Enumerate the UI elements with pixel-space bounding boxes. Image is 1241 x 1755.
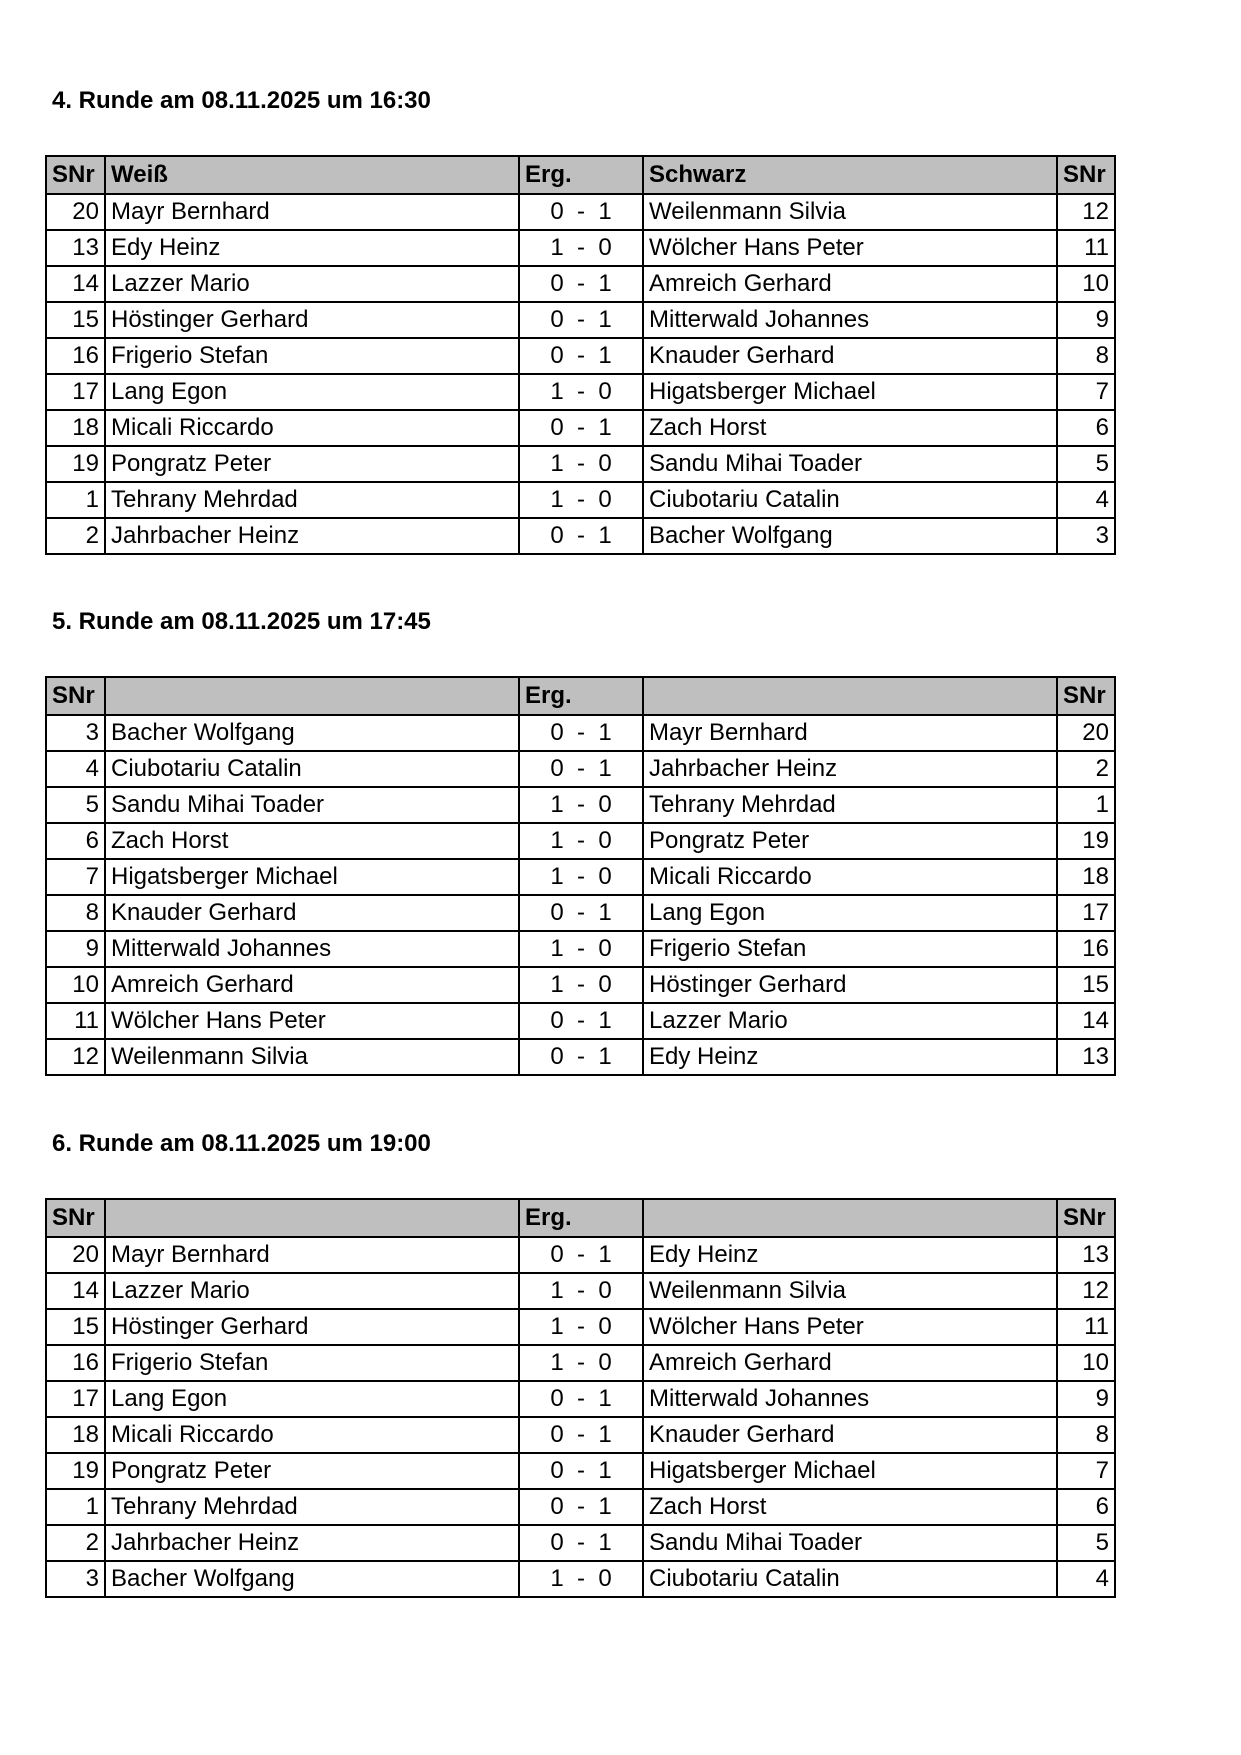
table-row <box>46 1345 1115 1381</box>
result-cell: 0 - 1 <box>519 1003 643 1039</box>
table-row <box>46 751 1115 787</box>
snr-white-cell: 17 <box>46 374 105 410</box>
result-cell: 0 - 1 <box>519 266 643 302</box>
black-player-cell: Zach Horst <box>643 1489 1057 1525</box>
table-row <box>46 410 1115 446</box>
table-row <box>46 1525 1115 1561</box>
table-row <box>46 823 1115 859</box>
snr-black-cell: 7 <box>1057 1453 1115 1489</box>
black-player-cell: Micali Riccardo <box>643 859 1057 895</box>
snr-black-cell: 20 <box>1057 715 1115 751</box>
white-player-cell: Sandu Mihai Toader <box>105 787 519 823</box>
black-player-cell: Ciubotariu Catalin <box>643 482 1057 518</box>
snr-black-cell: 11 <box>1057 1309 1115 1345</box>
table-row <box>46 338 1115 374</box>
snr-white-cell: 18 <box>46 410 105 446</box>
table-row <box>46 967 1115 1003</box>
result-cell: 0 - 1 <box>519 1381 643 1417</box>
black-player-cell: Pongratz Peter <box>643 823 1057 859</box>
snr-white-cell: 20 <box>46 1237 105 1273</box>
table-row <box>46 1237 1115 1273</box>
result-cell: 1 - 0 <box>519 482 643 518</box>
header-white <box>105 1199 519 1237</box>
snr-black-cell: 13 <box>1057 1039 1115 1075</box>
table-row <box>46 1561 1115 1597</box>
result-cell: 1 - 0 <box>519 230 643 266</box>
white-player-cell: Lazzer Mario <box>105 266 519 302</box>
table-row <box>46 715 1115 751</box>
header-black <box>643 677 1057 715</box>
result-cell: 0 - 1 <box>519 1489 643 1525</box>
result-cell: 0 - 1 <box>519 518 643 554</box>
snr-black-cell: 1 <box>1057 787 1115 823</box>
header-black: Schwarz <box>643 156 1057 194</box>
white-player-cell: Lazzer Mario <box>105 1273 519 1309</box>
snr-black-cell: 3 <box>1057 518 1115 554</box>
snr-white-cell: 9 <box>46 931 105 967</box>
black-player-cell: Mitterwald Johannes <box>643 1381 1057 1417</box>
black-player-cell: Mitterwald Johannes <box>643 302 1057 338</box>
snr-black-cell: 10 <box>1057 266 1115 302</box>
white-player-cell: Tehrany Mehrdad <box>105 482 519 518</box>
white-player-cell: Edy Heinz <box>105 230 519 266</box>
header-snr-white: SNr <box>46 677 105 715</box>
header-white <box>105 677 519 715</box>
table-row <box>46 1489 1115 1525</box>
snr-black-cell: 12 <box>1057 194 1115 230</box>
table-row <box>46 859 1115 895</box>
white-player-cell: Bacher Wolfgang <box>105 1561 519 1597</box>
table-row <box>46 1417 1115 1453</box>
table-header-row <box>46 1199 1115 1237</box>
snr-white-cell: 15 <box>46 1309 105 1345</box>
white-player-cell: Höstinger Gerhard <box>105 1309 519 1345</box>
black-player-cell: Weilenmann Silvia <box>643 194 1057 230</box>
white-player-cell: Micali Riccardo <box>105 1417 519 1453</box>
table-row <box>46 302 1115 338</box>
snr-white-cell: 10 <box>46 967 105 1003</box>
snr-black-cell: 13 <box>1057 1237 1115 1273</box>
round-pairings-table <box>45 676 1116 1076</box>
result-cell: 0 - 1 <box>519 1525 643 1561</box>
black-player-cell: Lazzer Mario <box>643 1003 1057 1039</box>
snr-black-cell: 11 <box>1057 230 1115 266</box>
white-player-cell: Zach Horst <box>105 823 519 859</box>
result-cell: 1 - 0 <box>519 967 643 1003</box>
black-player-cell: Frigerio Stefan <box>643 931 1057 967</box>
header-black <box>643 1199 1057 1237</box>
snr-white-cell: 11 <box>46 1003 105 1039</box>
snr-black-cell: 9 <box>1057 1381 1115 1417</box>
round-title: 5. Runde am 08.11.2025 um 17:45 <box>52 608 431 635</box>
header-result: Erg. <box>519 677 643 715</box>
round-title: 4. Runde am 08.11.2025 um 16:30 <box>52 87 431 114</box>
round-pairings-table <box>45 1198 1116 1598</box>
result-cell: 1 - 0 <box>519 823 643 859</box>
table-header-row <box>46 677 1115 715</box>
white-player-cell: Pongratz Peter <box>105 446 519 482</box>
black-player-cell: Höstinger Gerhard <box>643 967 1057 1003</box>
white-player-cell: Mayr Bernhard <box>105 194 519 230</box>
snr-white-cell: 6 <box>46 823 105 859</box>
snr-white-cell: 18 <box>46 1417 105 1453</box>
snr-black-cell: 9 <box>1057 302 1115 338</box>
snr-black-cell: 7 <box>1057 374 1115 410</box>
snr-black-cell: 4 <box>1057 1561 1115 1597</box>
table-row <box>46 1273 1115 1309</box>
snr-black-cell: 15 <box>1057 967 1115 1003</box>
snr-white-cell: 5 <box>46 787 105 823</box>
snr-black-cell: 8 <box>1057 338 1115 374</box>
snr-white-cell: 20 <box>46 194 105 230</box>
black-player-cell: Jahrbacher Heinz <box>643 751 1057 787</box>
white-player-cell: Höstinger Gerhard <box>105 302 519 338</box>
white-player-cell: Wölcher Hans Peter <box>105 1003 519 1039</box>
white-player-cell: Higatsberger Michael <box>105 859 519 895</box>
table-row <box>46 266 1115 302</box>
header-white: Weiß <box>105 156 519 194</box>
snr-white-cell: 12 <box>46 1039 105 1075</box>
result-cell: 0 - 1 <box>519 895 643 931</box>
table-row <box>46 1453 1115 1489</box>
result-cell: 0 - 1 <box>519 1039 643 1075</box>
snr-black-cell: 5 <box>1057 1525 1115 1561</box>
snr-white-cell: 2 <box>46 518 105 554</box>
table-row <box>46 1309 1115 1345</box>
table-row <box>46 482 1115 518</box>
white-player-cell: Lang Egon <box>105 374 519 410</box>
snr-black-cell: 8 <box>1057 1417 1115 1453</box>
header-result: Erg. <box>519 156 643 194</box>
header-result: Erg. <box>519 1199 643 1237</box>
white-player-cell: Mayr Bernhard <box>105 1237 519 1273</box>
white-player-cell: Micali Riccardo <box>105 410 519 446</box>
white-player-cell: Pongratz Peter <box>105 1453 519 1489</box>
black-player-cell: Mayr Bernhard <box>643 715 1057 751</box>
round-title: 6. Runde am 08.11.2025 um 19:00 <box>52 1130 431 1157</box>
table-row <box>46 1003 1115 1039</box>
snr-white-cell: 2 <box>46 1525 105 1561</box>
result-cell: 1 - 0 <box>519 859 643 895</box>
snr-white-cell: 15 <box>46 302 105 338</box>
black-player-cell: Wölcher Hans Peter <box>643 230 1057 266</box>
white-player-cell: Knauder Gerhard <box>105 895 519 931</box>
black-player-cell: Edy Heinz <box>643 1039 1057 1075</box>
snr-white-cell: 19 <box>46 1453 105 1489</box>
result-cell: 1 - 0 <box>519 1309 643 1345</box>
snr-white-cell: 14 <box>46 266 105 302</box>
snr-black-cell: 4 <box>1057 482 1115 518</box>
snr-white-cell: 16 <box>46 1345 105 1381</box>
black-player-cell: Sandu Mihai Toader <box>643 1525 1057 1561</box>
result-cell: 1 - 0 <box>519 787 643 823</box>
snr-black-cell: 10 <box>1057 1345 1115 1381</box>
snr-black-cell: 6 <box>1057 410 1115 446</box>
table-row <box>46 374 1115 410</box>
header-snr-black: SNr <box>1057 156 1115 194</box>
snr-white-cell: 19 <box>46 446 105 482</box>
table-row <box>46 931 1115 967</box>
snr-white-cell: 3 <box>46 1561 105 1597</box>
white-player-cell: Frigerio Stefan <box>105 1345 519 1381</box>
table-row <box>46 895 1115 931</box>
result-cell: 1 - 0 <box>519 374 643 410</box>
snr-black-cell: 19 <box>1057 823 1115 859</box>
white-player-cell: Ciubotariu Catalin <box>105 751 519 787</box>
black-player-cell: Lang Egon <box>643 895 1057 931</box>
black-player-cell: Zach Horst <box>643 410 1057 446</box>
white-player-cell: Mitterwald Johannes <box>105 931 519 967</box>
black-player-cell: Edy Heinz <box>643 1237 1057 1273</box>
result-cell: 0 - 1 <box>519 194 643 230</box>
result-cell: 1 - 0 <box>519 1345 643 1381</box>
snr-white-cell: 13 <box>46 230 105 266</box>
snr-white-cell: 4 <box>46 751 105 787</box>
table-row <box>46 446 1115 482</box>
result-cell: 0 - 1 <box>519 1417 643 1453</box>
white-player-cell: Jahrbacher Heinz <box>105 1525 519 1561</box>
snr-white-cell: 14 <box>46 1273 105 1309</box>
table-header-row <box>46 156 1115 194</box>
table-row <box>46 787 1115 823</box>
table-row <box>46 518 1115 554</box>
round-pairings-table <box>45 155 1116 555</box>
table-row <box>46 1039 1115 1075</box>
snr-black-cell: 2 <box>1057 751 1115 787</box>
result-cell: 1 - 0 <box>519 1273 643 1309</box>
header-snr-white: SNr <box>46 1199 105 1237</box>
snr-black-cell: 12 <box>1057 1273 1115 1309</box>
black-player-cell: Tehrany Mehrdad <box>643 787 1057 823</box>
table-row <box>46 230 1115 266</box>
snr-black-cell: 5 <box>1057 446 1115 482</box>
snr-white-cell: 1 <box>46 1489 105 1525</box>
white-player-cell: Frigerio Stefan <box>105 338 519 374</box>
result-cell: 0 - 1 <box>519 338 643 374</box>
table-row <box>46 194 1115 230</box>
black-player-cell: Amreich Gerhard <box>643 1345 1057 1381</box>
result-cell: 1 - 0 <box>519 1561 643 1597</box>
black-player-cell: Bacher Wolfgang <box>643 518 1057 554</box>
result-cell: 0 - 1 <box>519 715 643 751</box>
black-player-cell: Wölcher Hans Peter <box>643 1309 1057 1345</box>
snr-black-cell: 17 <box>1057 895 1115 931</box>
black-player-cell: Weilenmann Silvia <box>643 1273 1057 1309</box>
result-cell: 1 - 0 <box>519 931 643 967</box>
white-player-cell: Weilenmann Silvia <box>105 1039 519 1075</box>
snr-black-cell: 6 <box>1057 1489 1115 1525</box>
result-cell: 1 - 0 <box>519 446 643 482</box>
table-row <box>46 1381 1115 1417</box>
snr-white-cell: 17 <box>46 1381 105 1417</box>
result-cell: 0 - 1 <box>519 1453 643 1489</box>
black-player-cell: Knauder Gerhard <box>643 338 1057 374</box>
white-player-cell: Lang Egon <box>105 1381 519 1417</box>
black-player-cell: Amreich Gerhard <box>643 266 1057 302</box>
black-player-cell: Higatsberger Michael <box>643 1453 1057 1489</box>
snr-white-cell: 16 <box>46 338 105 374</box>
header-snr-black: SNr <box>1057 1199 1115 1237</box>
snr-black-cell: 14 <box>1057 1003 1115 1039</box>
result-cell: 0 - 1 <box>519 751 643 787</box>
black-player-cell: Higatsberger Michael <box>643 374 1057 410</box>
white-player-cell: Amreich Gerhard <box>105 967 519 1003</box>
black-player-cell: Knauder Gerhard <box>643 1417 1057 1453</box>
snr-white-cell: 1 <box>46 482 105 518</box>
snr-white-cell: 8 <box>46 895 105 931</box>
white-player-cell: Jahrbacher Heinz <box>105 518 519 554</box>
white-player-cell: Tehrany Mehrdad <box>105 1489 519 1525</box>
snr-black-cell: 16 <box>1057 931 1115 967</box>
black-player-cell: Sandu Mihai Toader <box>643 446 1057 482</box>
snr-black-cell: 18 <box>1057 859 1115 895</box>
black-player-cell: Ciubotariu Catalin <box>643 1561 1057 1597</box>
white-player-cell: Bacher Wolfgang <box>105 715 519 751</box>
header-snr-white: SNr <box>46 156 105 194</box>
snr-white-cell: 3 <box>46 715 105 751</box>
snr-white-cell: 7 <box>46 859 105 895</box>
header-snr-black: SNr <box>1057 677 1115 715</box>
result-cell: 0 - 1 <box>519 302 643 338</box>
result-cell: 0 - 1 <box>519 410 643 446</box>
result-cell: 0 - 1 <box>519 1237 643 1273</box>
